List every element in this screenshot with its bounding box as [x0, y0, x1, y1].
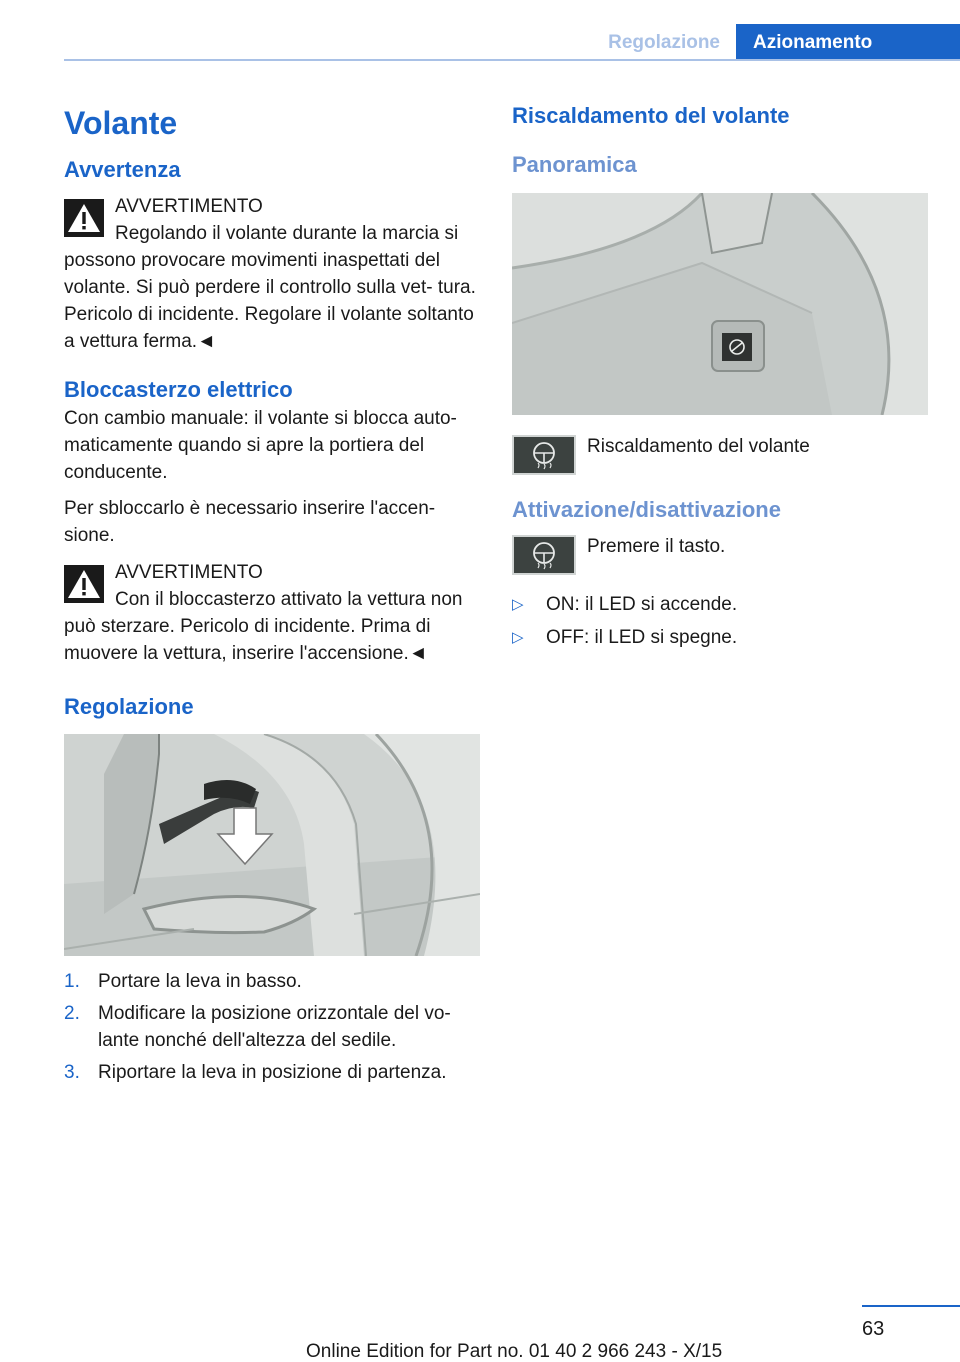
steering-column-lever-illustration	[64, 734, 480, 956]
activation-heading: Attivazione/disattivazione	[512, 497, 781, 522]
header-rule	[64, 59, 960, 61]
step-2: 2. Modificare la posizione orizzontale del vo‐ lante nonché dell'altezza del sedile.	[64, 1003, 451, 1051]
bullet-triangle-icon: ▷	[512, 629, 524, 646]
steering-wheel-heating-button-icon	[512, 435, 576, 475]
steering-lock-heading: Bloccasterzo elettrico	[64, 377, 293, 402]
warning-2-line1: Con il bloccasterzo attivato la vettura non	[115, 589, 463, 610]
warning-block-2	[64, 559, 482, 667]
bullet-triangle-icon: ▷	[512, 596, 524, 613]
warning-block-1	[64, 193, 482, 355]
warning-1-text: possono provocare movimenti inaspettati del volante. Si può perdere il controllo sulla vet‐ tura. Pericolo di incidente. Regolare il volante soltanto a vettura ferma.◄	[64, 250, 476, 352]
warning-1-label: AVVERTIMENTO	[115, 196, 263, 217]
warning-2-text: può sterzare. Pericolo di incidente. Prima di muovere la vettura, inserire l'accensione.◄	[64, 616, 431, 664]
warning-triangle-icon	[64, 199, 104, 237]
heating-button-caption-row	[512, 433, 928, 487]
right-column	[512, 95, 928, 657]
press-button-row	[512, 533, 928, 587]
heating-button-caption: Riscaldamento del volante	[587, 436, 810, 457]
steering-heating-location-illustration	[512, 193, 928, 415]
warning-1-line1: Regolando il volante durante la marcia si	[115, 223, 459, 244]
edition-footer: Online Edition for Part no. 01 40 2 966 243 - X/15	[306, 1341, 723, 1362]
steering-lock-text-2: Per sbloccarlo è necessario inserire l'accen‐ sione.	[64, 498, 436, 546]
page-header	[64, 24, 960, 61]
press-button-text: Premere il tasto.	[587, 536, 726, 557]
led-on-item: ▷ ON: il LED si accende.	[512, 591, 928, 618]
step-3: 3. Riportare la leva in posizione di partenza.	[64, 1062, 447, 1083]
steering-wheel-heating-button-icon	[512, 535, 576, 575]
warning-2-label: AVVERTIMENTO	[115, 562, 263, 583]
steering-heating-heading: Riscaldamento del volante	[512, 103, 790, 128]
page-number: 63	[862, 1318, 885, 1340]
warning-section-heading: Avvertenza	[64, 157, 181, 182]
step-1: 1. Portare la leva in basso.	[64, 971, 302, 992]
header-chapter-tab: Azionamento	[736, 24, 960, 61]
led-status-list	[512, 591, 928, 651]
adjustment-heading: Regolazione	[64, 694, 194, 719]
adjustment-steps-list	[64, 968, 482, 1086]
led-off-item: ▷ OFF: il LED si spegne.	[512, 624, 928, 651]
warning-triangle-icon	[64, 565, 104, 603]
header-section-title: Regolazione	[608, 32, 720, 53]
left-column	[64, 95, 482, 1091]
steering-lock-text-1: Con cambio manuale: il volante si blocca auto‐ maticamente quando si apre la portiera del conducente.	[64, 408, 457, 483]
overview-heading: Panoramica	[512, 152, 637, 177]
footer-rule	[862, 1305, 960, 1307]
page-title: Volante	[64, 105, 178, 141]
